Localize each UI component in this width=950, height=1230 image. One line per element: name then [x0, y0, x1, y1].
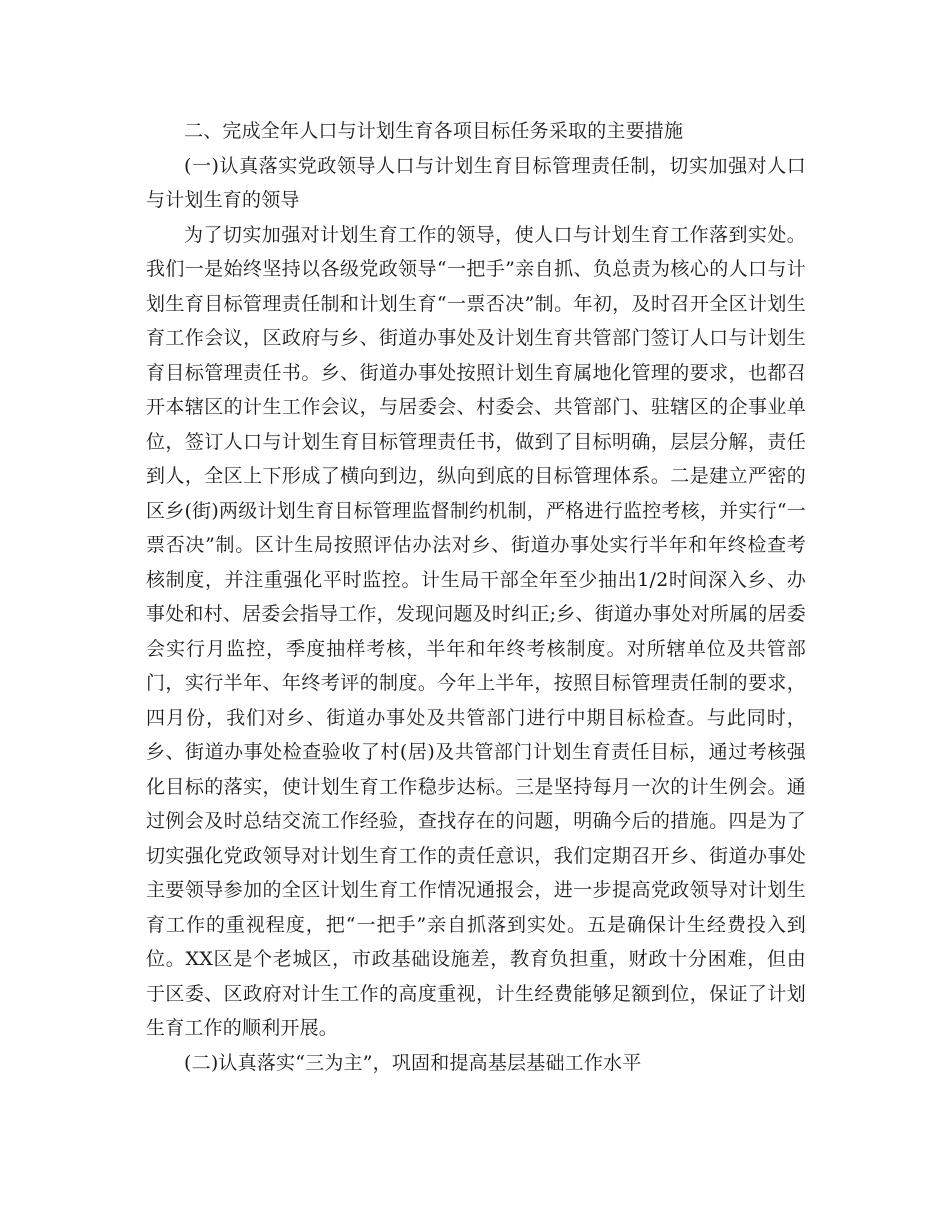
body-paragraph-1: 为了切实加强对计划生育工作的领导，使人口与计划生育工作落到实处。我们一是始终坚持以各级党政领导“一把手”亲自抓、负总责为核心的人口与计划生育目标管理责任制和计划生育“一票否决”制。年初，及时召开全区计划生育工作会议，区政府与乡、街道办事处及计划生育共管部门签订人口与计划生育目标管理责任书。乡、街道办事处按照计划生育属地化管理的要求，也都召开本辖区的计生工作会议，与居委会、村委会、共管部门、驻辖区的企事业单位，签订人口与计划生育目标管理责任书，做到了目标明确，层层分解，责任到人，全区上下形成了横向到边，纵向到底的目标管理体系。二是建立严密的区乡(街)两级计划生育目标管理监督制约机制，严格进行监控考核，并实行“一票否决”制。区计生局按照评估办法对乡、街道办事处实行半年和年终检查考核制度，并注重强化平时监控。计生局干部全年至少抽出1/2时间深入乡、办事处和村、居委会指导工作，发现问题及时纠正;乡、街道办事处对所属的居委会实行月监控，季度抽样考核，半年和年终考核制度。对所辖单位及共管部门，实行半年、年终考评的制度。今年上半年，按照目标管理责任制的要求，四月份，我们对乡、街道办事处及共管部门进行中期目标检查。与此同时，乡、街道办事处检查验收了村(居)及共管部门计划生育责任目标，通过考核强化目标的落实，使计划生育工作稳步达标。三是坚持每月一次的计生例会。通过例会及时总结交流工作经验，查找存在的问题，明确今后的措施。四是为了切实强化党政领导对计划生育工作的责任意识，我们定期召开乡、街道办事处主要领导参加的全区计划生育工作情况通报会，进一步提高党政领导对计划生育工作的重视程度，把“一把手”亲自抓落到实处。五是确保计生经费投入到位。XX区是个老城区，市政基础设施差，教育负担重，财政十分困难，但由于区委、区政府对计生工作的高度重视，计生经费能够足额到位，保证了计划生育工作的顺利开展。 — [146, 223, 806, 1039]
subsection-heading-1: (一)认真落实党政领导人口与计划生育目标管理责任制，切实加强对人口与计划生育的领导 — [146, 154, 806, 211]
document-body — [146, 114, 806, 1080]
subsection-heading-2: (二)认真落实“三为主”，巩固和提高基层基础工作水平 — [184, 1051, 642, 1074]
section-heading: 二、完成全年人口与计划生育各项目标任务采取的主要措施 — [184, 120, 684, 142]
